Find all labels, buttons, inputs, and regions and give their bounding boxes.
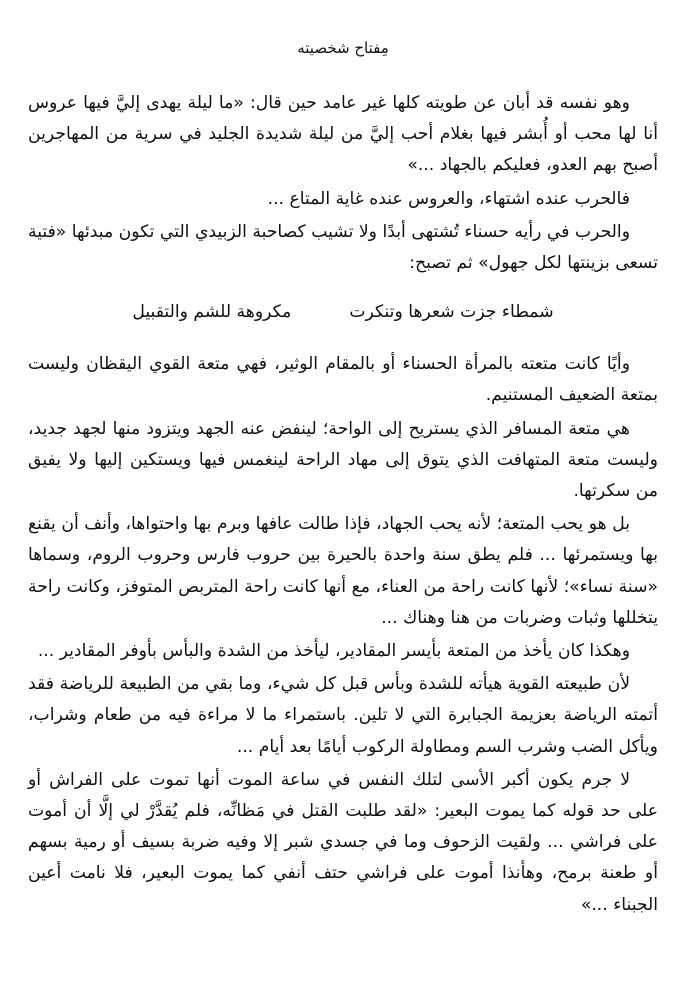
paragraph: بل هو يحب المتعة؛ لأنه يحب الجهاد، فإذا طالت عافها وبرم بها واحتواها، وأنف أن يقنع بها ويستمرئها ... فلم يطق سنة واحدة بالحيرة بين حروب فارس وحروب الروم، وسماها «سنة نساء»؛ لأنها كانت راحة من العناء، مع أنها كانت راحة المتربص المتوفز، وكانت راحة يتخللها وثبات وضربات من هنا وهناك ... <box>28 514 658 628</box>
poem-verse <box>28 297 658 328</box>
paragraph: فالحرب عنده اشتهاء، والعروس عنده غاية المتاع ... <box>267 188 630 209</box>
verse-second-hemistich: مكروهة للشم والتقبيل <box>132 302 292 323</box>
paragraph: لا جرم يكون أكبر الأسى لتلك النفس في ساعة الموت أنها تموت على الفراش أو على حد قوله كما يموت البعير: «لقد طلبت القتل في مَظانِّه، فلم يُقدَّرْ لي إلَّا أن أموت على فراشي ... ولقيت الزحوف وما في جسدي شبر إلا وفيه ضربة بسيف أو رمية بسهم أو طعنة برمح، وهأنذا أموت على فراشي حتف أنفي كما يموت البعير، فلا نامت أعين الجبناء ...» <box>28 769 658 915</box>
paragraph: هي متعة المسافر الذي يستريح إلى الواحة؛ لينفض عنه الجهد ويتزود منها لجهد جديد، وليست متعة المتهافت الذي يتوق إلى مهاد الراحة لينغمس فيها ويستكين إليها ولا يفيق من سكرتها. <box>28 418 658 502</box>
paragraph: وأيًا كانت متعته بالمرأة الحسناء أو بالمقام الوثير، فهي متعة القوي اليقظان وليست بمتعة الضعيف المستنيم. <box>28 354 658 406</box>
paragraph: لأن طبيعته القوية هيأته للشدة وبأس قبل كل شيء، وما بقي من الطبيعة للرياضة فقد أتمته الرياضة بعزيمة الجبابرة التي لا تلين. باستمراء ما لا مراءة فيه من طعام وشراب، ويأكل الضب وشرب السم ومطاولة الركوب أيامًا بعد أيام ... <box>28 674 658 757</box>
paragraph: وهو نفسه قد أبان عن طويته كلها غير عامد حين قال: «ما ليلة يهدى إليَّ فيها عروس أنا لها محب أو أُبشر فيها بغلام أحب إليَّ من ليلة شديدة الجليد في سرية من المهاجرين أصبح بهم العدو، فعليكم بالجهاد ...» <box>28 93 658 176</box>
paragraph: والحرب في رأيه حسناء تُشتهى أبدًا ولا تشيب كصاحبة الزبيدي التي تكون مبدئها «فتية تسعى بزينتها لكل جهول» ثم تصبح: <box>28 221 658 274</box>
book-page <box>28 0 658 921</box>
verse-first-hemistich: شمطاء جزت شعرها وتنكرت <box>349 302 554 323</box>
paragraph: وهكذا كان يأخذ من المتعة بأيسر المقادير، ليأخذ من الشدة والبأس بأوفر المقادير ... <box>37 641 630 662</box>
running-title: مِفتاح شخصيته <box>297 39 389 57</box>
